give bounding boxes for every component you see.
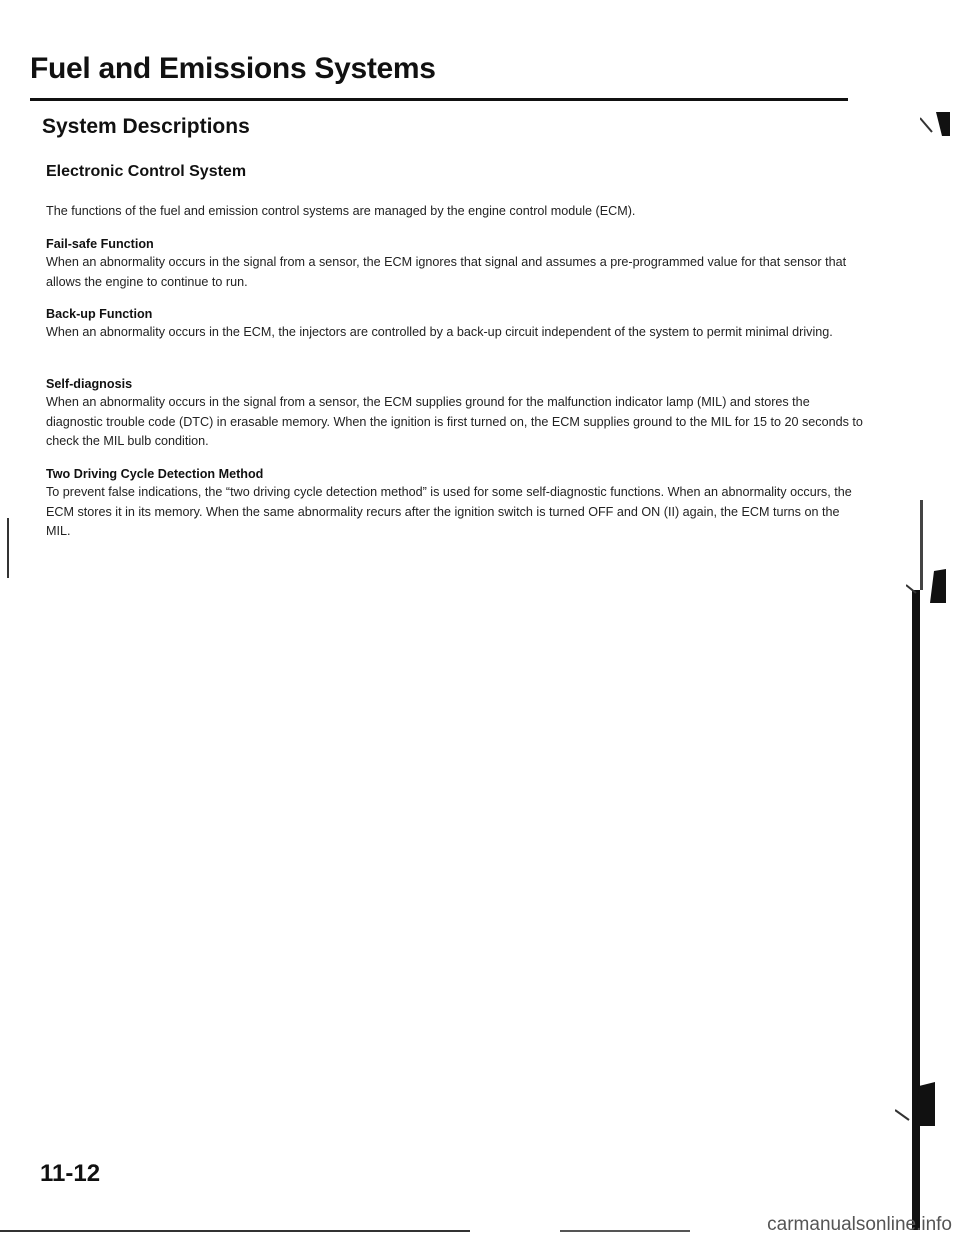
block-text: To prevent false indications, the “two driving cycle detection method” is used for some self-diagnostic functions. When an abnormality occurs, the ECM stores it in its memory. When the same abnormality recurs after the ignition switch is turned OFF and ON (II) again, the ECM turns on the MIL. bbox=[46, 485, 852, 538]
block-text: When an abnormality occurs in the ECM, the injectors are controlled by a back-up circuit independent of the system to permit minimal driving. bbox=[46, 325, 833, 339]
block-two-driving-cycle bbox=[46, 466, 866, 542]
block-fail-safe bbox=[46, 236, 866, 292]
block-back-up bbox=[46, 306, 866, 343]
footer-rule-right bbox=[560, 1230, 690, 1232]
tab-marker-icon bbox=[895, 1080, 945, 1130]
block-title: Self-diagnosis bbox=[46, 377, 133, 391]
footer-rule bbox=[0, 1230, 470, 1232]
binding-edge-thin bbox=[7, 518, 9, 578]
block-text: When an abnormality occurs in the signal from a sensor, the ECM supplies ground for the malfunction indicator lamp (MIL) and stores the diagnostic trouble code (DTC) in erasable memory. When the ignition is first turned on, the ECM supplies ground to the MIL for 15 to 20 seconds to check the MIL bulb condition. bbox=[46, 395, 863, 448]
page-number: 11-12 bbox=[40, 1160, 101, 1187]
tab-marker-icon bbox=[906, 565, 956, 605]
section-title: System Descriptions bbox=[42, 115, 250, 138]
intro-paragraph: The functions of the fuel and emission control systems are managed by the engine control module (ECM). bbox=[46, 204, 636, 218]
header-rule bbox=[30, 98, 848, 101]
binding-edge-bar-main bbox=[912, 590, 920, 1230]
block-title: Two Driving Cycle Detection Method bbox=[46, 467, 264, 481]
watermark: carmanualsonline.info bbox=[767, 1214, 952, 1235]
tab-marker-icon bbox=[920, 110, 960, 140]
block-self-diagnosis bbox=[46, 376, 866, 452]
page-header: Fuel and Emissions Systems bbox=[30, 52, 436, 85]
block-title: Fail-safe Function bbox=[46, 237, 154, 251]
block-title: Back-up Function bbox=[46, 307, 153, 321]
block-text: When an abnormality occurs in the signal from a sensor, the ECM ignores that signal and assumes a pre-programmed value for that sensor that allows the engine to continue to run. bbox=[46, 255, 847, 289]
subsection-title: Electronic Control System bbox=[46, 163, 247, 180]
